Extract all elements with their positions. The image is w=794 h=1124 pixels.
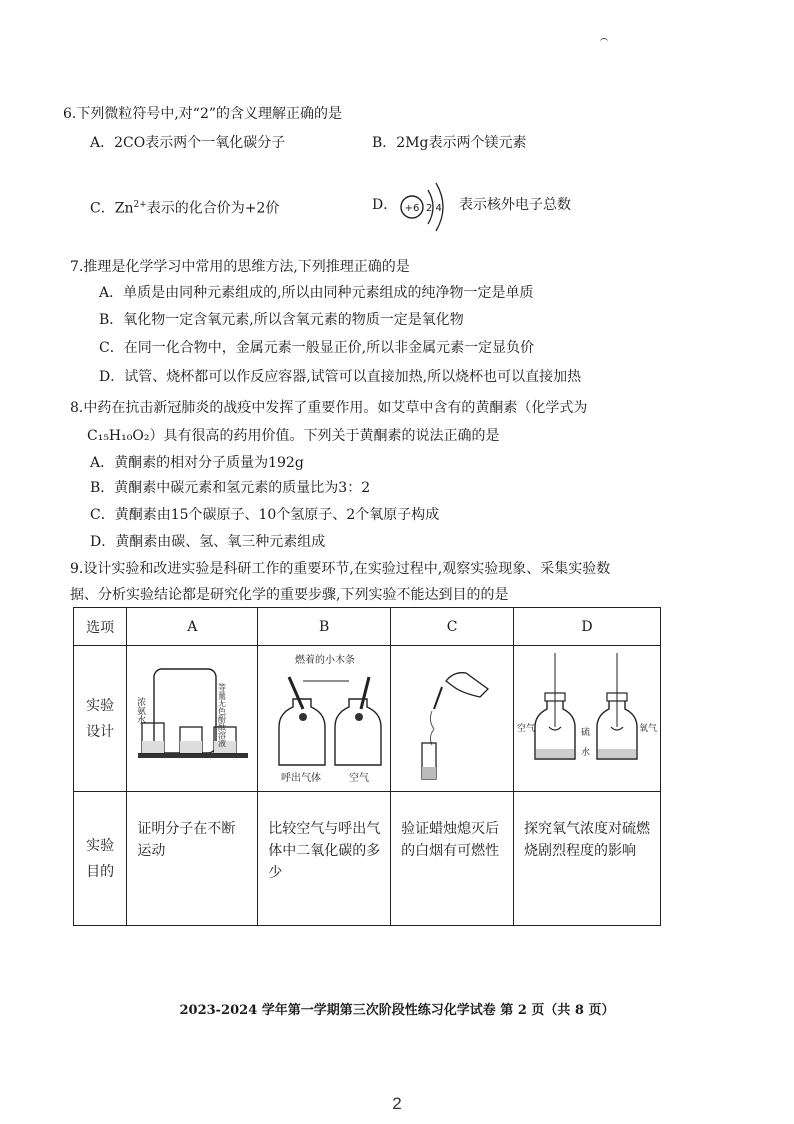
header-col-d: D [514,608,661,646]
q7-stem: 7.推理是化学学习中常用的思维方法,下列推理正确的是 [70,259,410,275]
purpose-b: 比较空气与呼出气体中二氧化碳的多少 [258,792,391,926]
q6-option-c-charge: 2+ [133,200,147,210]
atom-structure-diagram [398,176,460,238]
page-number: 2 [392,1094,402,1113]
header-col-b: B [258,608,391,646]
page-footer: 2023-2024 学年第一学期第三次阶段性练习化学试卷 第 2 页（共 8 页） [179,1003,615,1018]
label-burning-stick: 燃着的小木条 [295,654,356,666]
q6-option-c [90,195,279,219]
row-label-purpose [74,792,127,926]
diagram-breath-bottles [259,647,389,787]
q8-formula: C₁₅H₁₀O₂ [87,428,150,444]
q6-option-c-text: 表示的化合价为+2价 [146,200,280,217]
q8-stem-rest: ）具有很高的药用价值。下列关于黄酮素的说法正确的是 [149,428,500,444]
q6-option-d-label: D． [372,197,398,213]
header-col-a: A [127,608,258,646]
q8-option-c: C．黄酮素由15个碳原子、10个氢原子、2个氧原子构成 [90,507,440,523]
row-label-purpose-1: 实验 [86,837,115,854]
label-d-water: 水 [581,747,591,758]
label-exhaled-gas: 呼出气体 [281,772,322,784]
q7-option-a: A．单质是由同种元素组成的,所以由同种元素组成的纯净物一定是单质 [99,285,534,301]
design-cell-d [514,646,661,792]
scan-mark [600,38,608,42]
label-d-oxygen: 氧气 [639,723,658,734]
q7-option-c: C．在同一化合物中，金属元素一般显正价,所以非金属元素一定显负价 [99,340,535,356]
q8-option-b: B．黄酮素中碳元素和氢元素的质量比为3：2 [90,480,371,496]
q9-stem-line2: 据、分析实验结论都是研究化学的重要步骤,下列实验不能达到目的的是 [70,587,509,603]
experiment-table [73,607,661,926]
table-row-design [74,646,661,792]
header-option: 选项 [74,608,127,646]
q8-stem-line2 [87,426,499,446]
label-d-air: 空气 [517,723,536,734]
nucleus-charge: +6 [404,203,420,214]
label-phenolphthalein: 等量无色酚酞溶液 [217,682,227,747]
purpose-a: 证明分子在不断运动 [127,792,258,926]
row-label-purpose-2: 目的 [86,863,115,880]
label-d-sulfur: 硫 [581,727,591,738]
q9-stem-line1: 9.设计实验和改进实验是科研工作的重要环节,在实验过程中,观察实验现象、采集实验数 [70,561,611,577]
table-row-purpose [74,792,661,926]
q6-stem: 6.下列微粒符号中,对“2”的含义理解正确的是 [63,106,343,122]
label-air: 空气 [349,772,370,784]
row-label-design-1: 实验 [86,697,115,714]
q6-option-b: B．2Mg表示两个镁元素 [372,135,527,151]
label-ammonia: 浓氨水 [135,696,146,724]
diagram-candle-smoke [392,647,512,787]
header-col-c: C [391,608,514,646]
purpose-c: 验证蜡烛熄灭后的白烟有可燃性 [391,792,514,926]
q6-option-c-symbol: C．Zn [90,200,134,217]
design-cell-c [391,646,514,792]
q8-option-d: D．黄酮素由碳、氢、氧三种元素组成 [90,534,326,550]
purpose-d: 探究氧气浓度对硫燃烧剧烈程度的影响 [514,792,661,926]
design-cell-b [258,646,391,792]
q7-option-b: B．氧化物一定含氧元素,所以含氧元素的物质一定是氧化物 [99,312,464,328]
q7-option-d: D．试管、烧杯都可以作反应容器,试管可以直接加热,所以烧杯也可以直接加热 [99,369,582,385]
q8-option-a: A．黄酮素的相对分子质量为192g [90,455,304,471]
shell-electron-counts: 2 4 [426,203,442,214]
row-label-design [74,646,127,792]
q6-option-d-text: 表示核外电子总数 [459,197,571,213]
diagram-sulfur-combustion [515,647,659,787]
q6-option-d [372,195,397,215]
design-cell-a [127,646,258,792]
row-label-design-2: 设计 [86,723,115,740]
q8-stem-line1: 8.中药在抗击新冠肺炎的战疫中发挥了重要作用。如艾草中含有的黄酮素（化学式为 [70,400,588,416]
table-header-row [74,608,661,646]
q6-option-a: A．2CO表示两个一氧化碳分子 [90,135,286,151]
diagram-ammonia-beakers [128,647,256,787]
